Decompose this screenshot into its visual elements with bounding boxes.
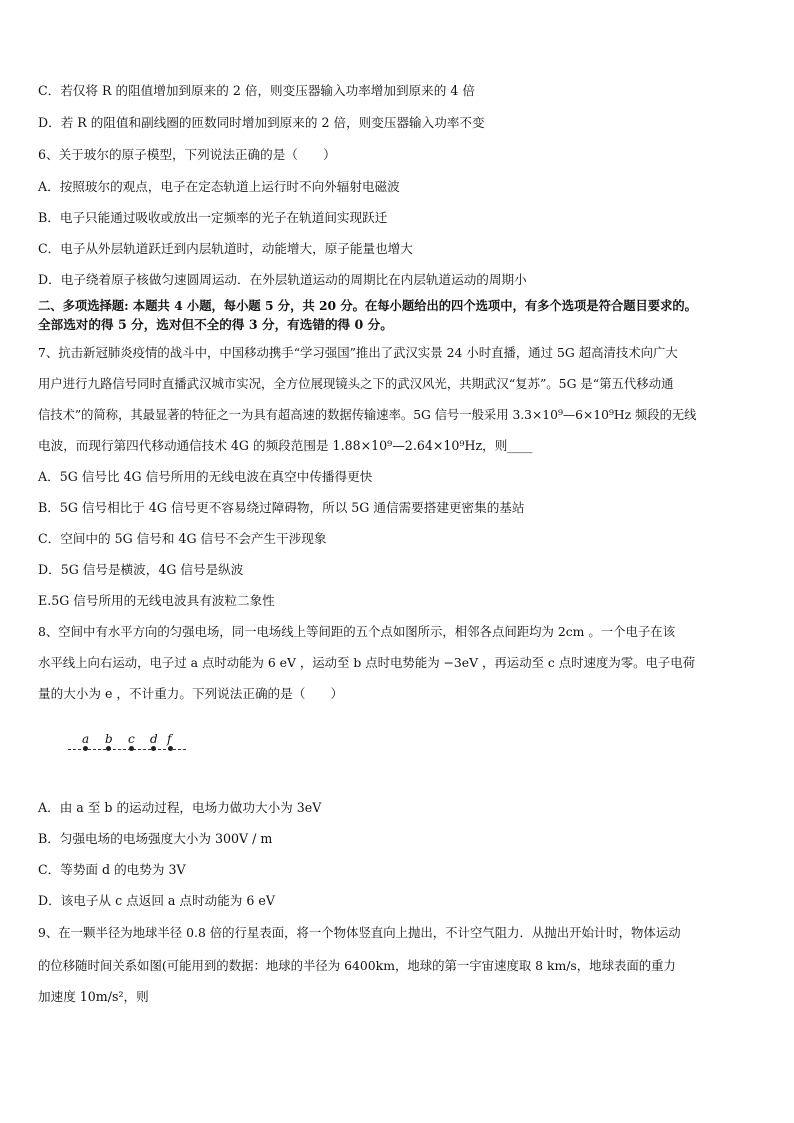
option-6d: D．电子绕着原子核做匀速圆周运动．在外层轨道运动的周期比在内层轨道运动的周期小 bbox=[38, 272, 527, 287]
question-9-line2: 的位移随时间关系如图(可能用到的数据：地球的半径为 6400km，地球的第一宇宙速度取 8 km/s，地球表面的重力 bbox=[38, 958, 676, 973]
point-label-c: c bbox=[128, 732, 135, 746]
option-6b: B．电子只能通过吸收或放出一定频率的光子在轨道间实现跃迁 bbox=[38, 210, 388, 225]
point-d-dot bbox=[151, 746, 156, 751]
option-7b: B．5G 信号相比于 4G 信号更不容易绕过障碍物，所以 5G 通信需要搭建更密集的基站 bbox=[38, 500, 525, 515]
point-label-b: b bbox=[105, 732, 113, 746]
point-c-dot bbox=[129, 746, 134, 751]
option-7a: A．5G 信号比 4G 信号所用的无线电波在真空中传播得更快 bbox=[38, 469, 373, 484]
section-2-heading-line2: 全部选对的得 5 分，选对但不全的得 3 分，有选错的得 0 分。 bbox=[38, 317, 393, 332]
point-label-a: a bbox=[82, 732, 90, 746]
question-8-line3: 量的大小为 e ，不计重力。下列说法正确的是（ ） bbox=[38, 686, 344, 701]
question-8-line2: 水平线上向右运动，电子过 a 点时动能为 6 eV ，运动至 b 点时电势能为 −3eV ，再运动至 c 点时速度为零。电子电荷 bbox=[38, 655, 696, 670]
option-7d: D．5G 信号是横波，4G 信号是纵波 bbox=[38, 562, 244, 577]
question-7-line1: 7、抗击新冠肺炎疫情的战斗中，中国移动携手“学习强国”推出了武汉实景 24 小时直播，通过 5G 超高清技术向广大 bbox=[38, 345, 678, 360]
option-8c: C．等势面 d 的电势为 3V bbox=[38, 862, 186, 877]
option-5d: D．若 R 的阻值和副线圈的匝数同时增加到原来的 2 倍，则变压器输入功率不变 bbox=[38, 115, 485, 130]
question-9-line1: 9、在一颗半径为地球半径 0.8 倍的行星表面，将一个物体竖直向上抛出，不计空气阻力．从抛出开始计时，物体运动 bbox=[38, 925, 681, 940]
option-8a: A．由 a 至 b 的运动过程，电场力做功大小为 3eV bbox=[38, 800, 322, 815]
point-b-dot bbox=[106, 746, 111, 751]
option-8b: B．匀强电场的电场强度大小为 300V / m bbox=[38, 831, 273, 846]
point-a-dot bbox=[83, 746, 88, 751]
option-7e: E.5G 信号所用的无线电波具有波粒二象性 bbox=[38, 593, 275, 608]
question-7-line3: 信技术”的简称，其最显著的特征之一为具有超高速的数据传输速率。5G 信号一般采用 3.3×10⁹—6×10⁹Hz 频段的无线 bbox=[38, 408, 697, 422]
question-7-line2: 用户进行九路信号同时直播武汉城市实况，全方位展现镜头之下的武汉风光，共期武汉“复苏”。5G 是“第五代移动通 bbox=[38, 376, 674, 391]
question-7-line4: 电波，而现行第四代移动通信技术 4G 的频段范围是 1.88×10⁹—2.64×10⁹Hz，则____ bbox=[38, 438, 533, 453]
option-6a: A．按照玻尔的观点，电子在定态轨道上运行时不向外辐射电磁波 bbox=[38, 179, 400, 194]
section-2-heading: 二、多项选择题: 本题共 4 小题，每小题 5 分，共 20 分。在每小题给出的四个选项中，有多个选项是符合题目要求的。 bbox=[38, 298, 697, 313]
option-7c: C．空间中的 5G 信号和 4G 信号不会产生干涉现象 bbox=[38, 531, 327, 546]
electric-field-points-figure bbox=[68, 732, 198, 756]
option-6c: C．电子从外层轨道跃迁到内层轨道时，动能增大，原子能量也增大 bbox=[38, 241, 413, 256]
point-label-f: f bbox=[167, 732, 172, 746]
point-label-d: d bbox=[150, 732, 158, 746]
option-5c: C．若仅将 R 的阻值增加到原来的 2 倍，则变压器输入功率增加到原来的 4 倍 bbox=[38, 83, 475, 98]
question-9-line3: 加速度 10m/s²，则 bbox=[38, 989, 149, 1004]
question-6-stem: 6、关于玻尔的原子模型，下列说法正确的是（ ） bbox=[38, 147, 336, 162]
point-f-dot bbox=[168, 746, 173, 751]
question-8-line1: 8、空间中有水平方向的匀强电场，同一电场线上等间距的五个点如图所示，相邻各点间距均为 2cm 。一个电子在该 bbox=[38, 624, 676, 639]
option-8d: D．该电子从 c 点返回 a 点时动能为 6 eV bbox=[38, 893, 275, 908]
